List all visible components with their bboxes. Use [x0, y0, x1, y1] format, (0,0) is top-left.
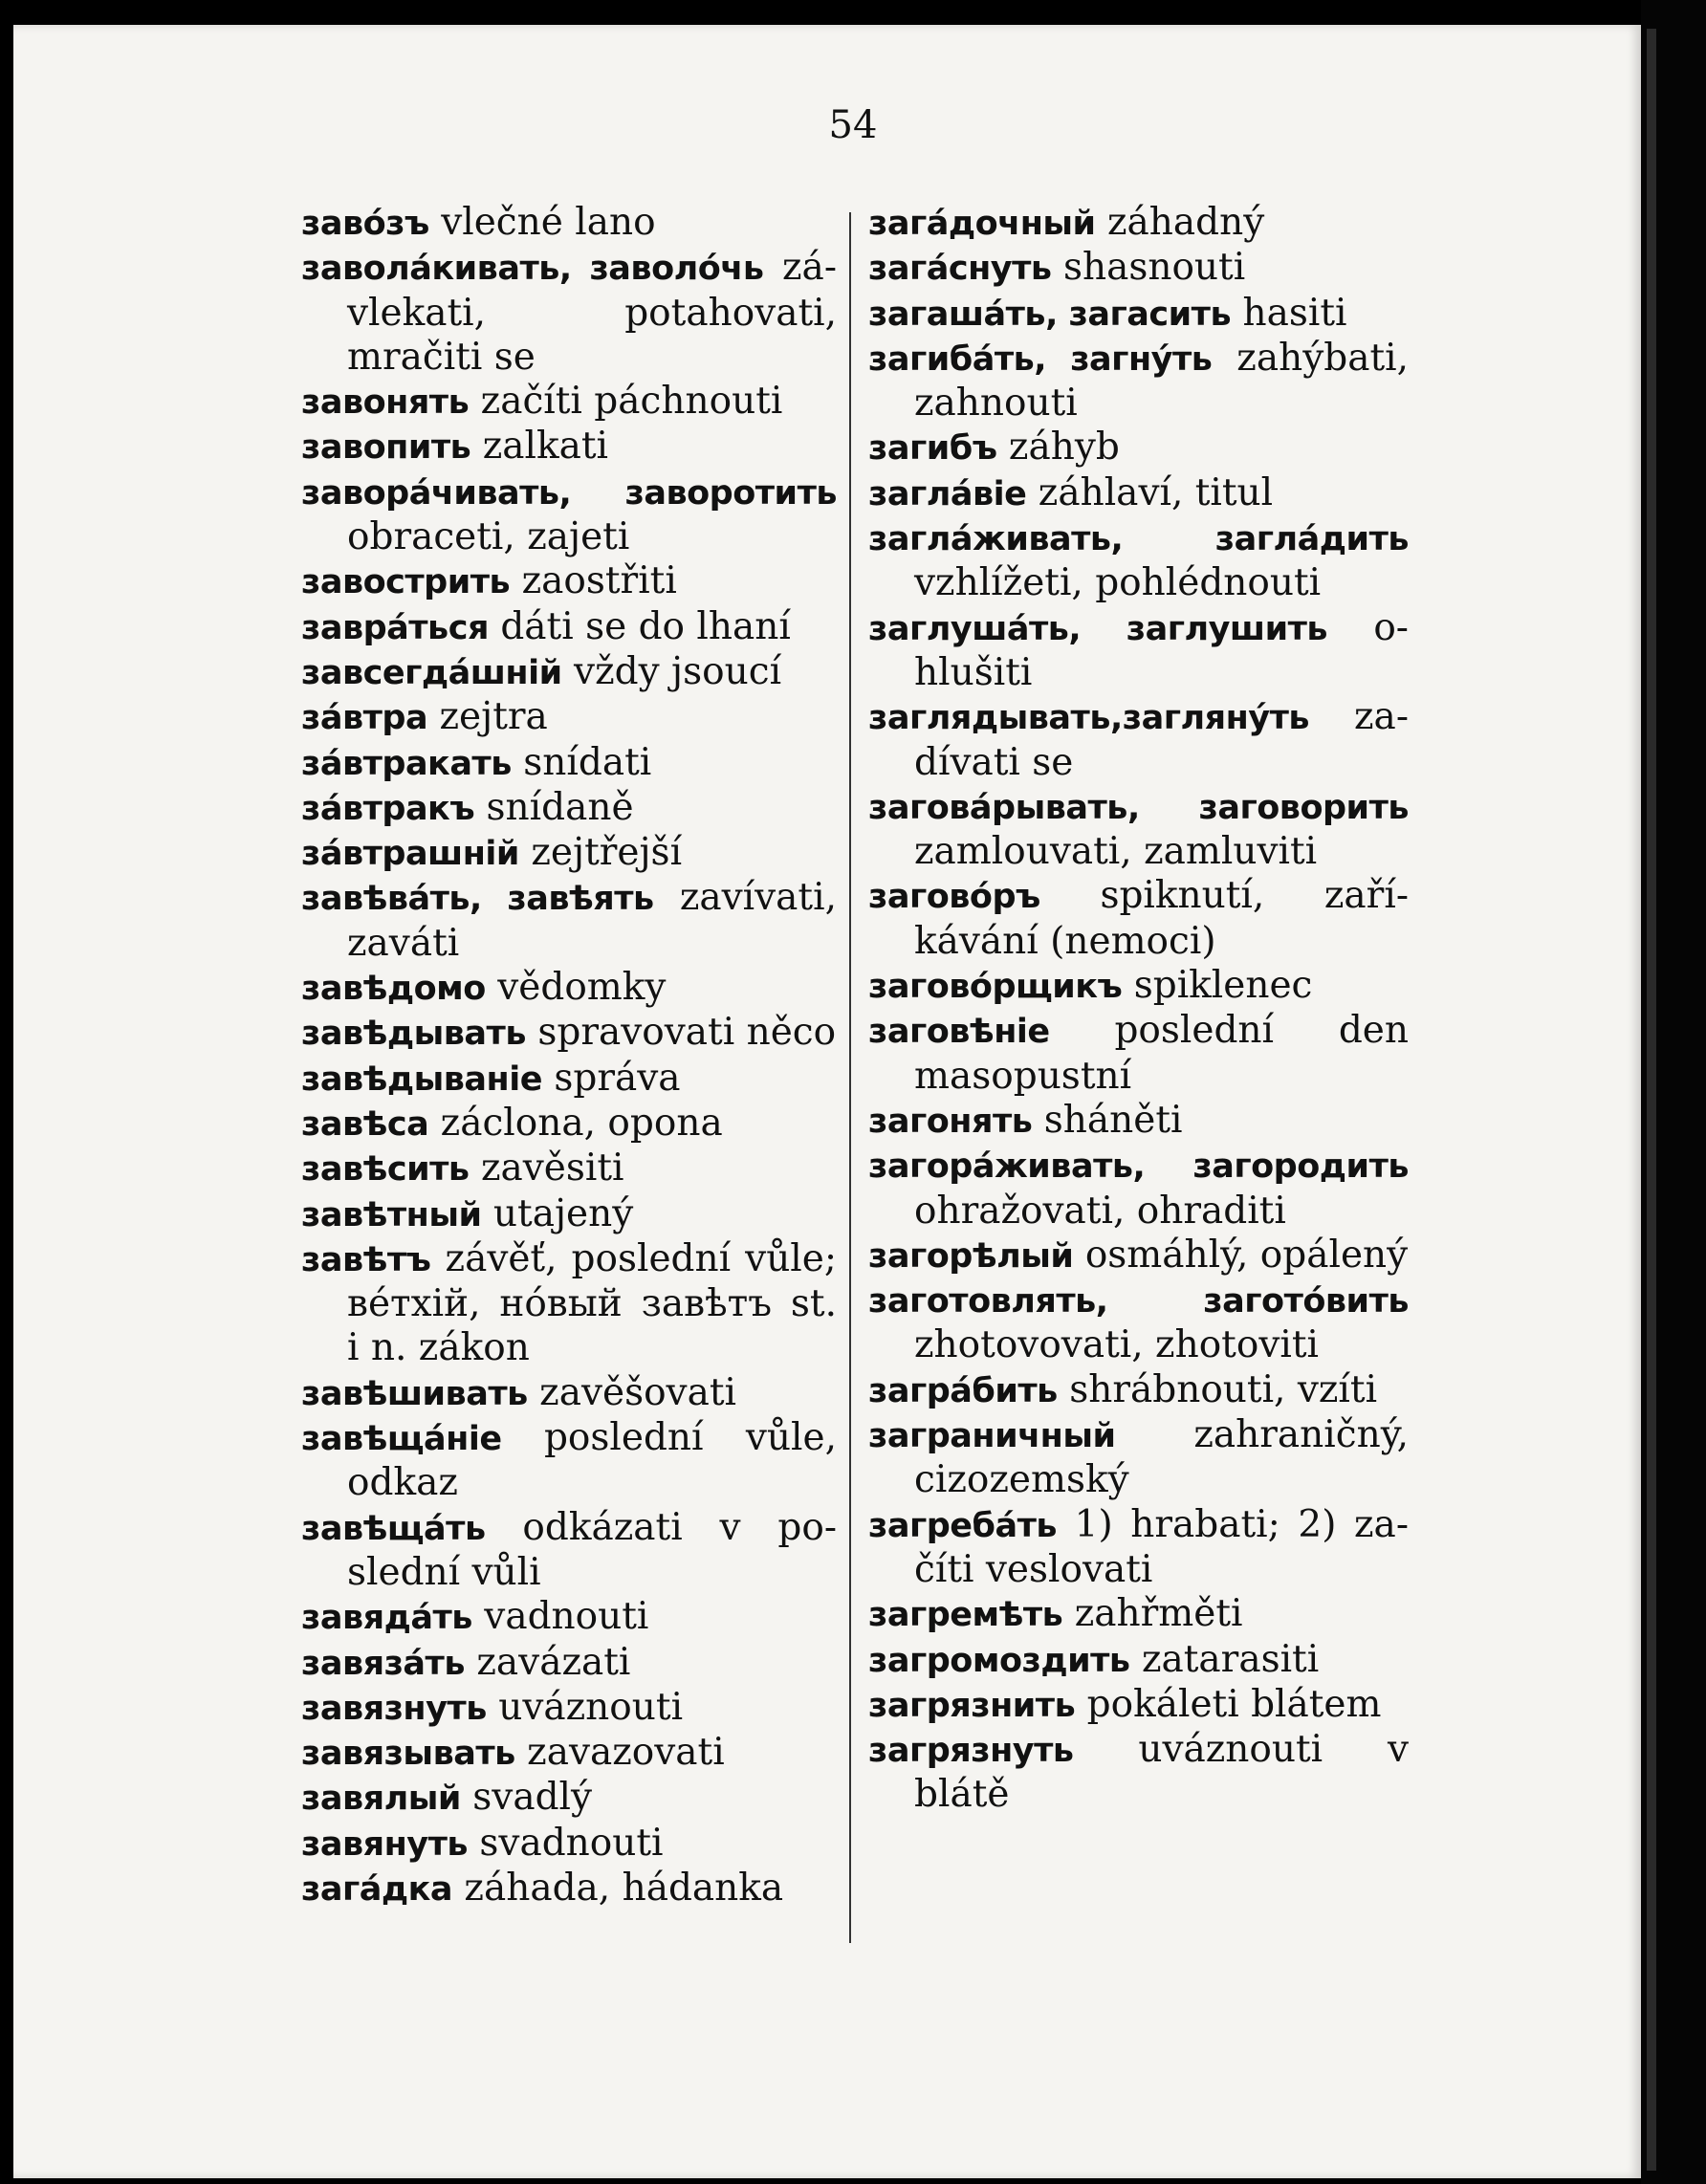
dictionary-entry: [868, 1728, 1409, 1818]
headword: загрязнуть: [868, 1732, 1074, 1771]
dictionary-entry: [301, 966, 837, 1011]
headword: завѣдываніе: [301, 1059, 542, 1099]
definition: svadnouti: [479, 1821, 664, 1865]
dictionary-entry: [301, 1371, 837, 1416]
headword: зáвтрашній: [301, 835, 519, 874]
left-column: [301, 201, 837, 1911]
headword: завопить: [301, 428, 471, 468]
right-column: [868, 201, 1409, 1818]
dictionary-entry: [301, 605, 837, 650]
headword: заглáживать, заглáдить: [868, 520, 1409, 559]
definition: uváznouti v blátě: [914, 1728, 1409, 1817]
definition: pokáleti blátem: [1086, 1682, 1382, 1726]
definition: závěť, poslední vůle; вéтхій, нóвый завѣтъ st. i n. zákon: [347, 1236, 838, 1370]
headword: загибъ: [868, 429, 997, 469]
dictionary-entry: [868, 964, 1409, 1009]
headword: загибáть, загнýть: [868, 339, 1213, 379]
dictionary-entry: [868, 426, 1409, 470]
definition: poslední vůle, odkaz: [347, 1416, 837, 1505]
headword: завѣвáть, завѣять: [301, 880, 654, 919]
scan-edge-shadow: [1647, 29, 1656, 2171]
dictionary-entry: [301, 425, 837, 470]
definition: zavazovati: [527, 1731, 725, 1775]
definition: závlekati, potahovati, mračiti se: [347, 246, 837, 379]
dictionary-entry: [868, 1278, 1409, 1368]
definition: snídati: [523, 740, 652, 784]
definition: zavěšovati: [539, 1370, 736, 1414]
headword: завязáть: [301, 1644, 465, 1683]
headword: загремѣть: [868, 1596, 1063, 1635]
headword: завялый: [301, 1780, 461, 1819]
headword: загáснуть: [868, 250, 1052, 289]
headword: завѣсить: [301, 1150, 470, 1190]
headword: завѣщáть: [301, 1509, 486, 1548]
definition: spiknutí, zaříkávání (nemoci): [914, 874, 1409, 963]
definition: spiklenec: [1133, 964, 1313, 1008]
dictionary-entry: [301, 559, 837, 604]
headword: заглáвіе: [868, 474, 1027, 513]
definition: vědomky: [497, 966, 667, 1010]
definition: dáti se do lhaní: [500, 604, 791, 648]
dictionary-entry: [868, 695, 1409, 785]
dictionary-entry: [301, 201, 837, 246]
dictionary-entry: [301, 831, 837, 876]
definition: zavívati, zaváti: [347, 876, 837, 965]
scan-dark-edge: [1641, 0, 1706, 2184]
dictionary-entry: [868, 1144, 1409, 1234]
dictionary-entry: [868, 1413, 1409, 1503]
headword: завсегдáшній: [301, 653, 562, 692]
headword: зáвтра: [301, 699, 428, 738]
definition: zatarasiti: [1141, 1637, 1320, 1681]
headword: завѣса: [301, 1104, 429, 1144]
dictionary-entry: [301, 786, 837, 831]
headword: завонять: [301, 383, 470, 423]
dictionary-entry: [868, 1638, 1409, 1683]
definition: ohlušiti: [914, 605, 1409, 694]
definition: vadnouti: [484, 1595, 649, 1639]
definition: odkázati v poslední vůli: [347, 1505, 837, 1594]
headword: заворáчивать, заворотить: [301, 473, 837, 513]
definition: osmáhlý, opálený: [1084, 1233, 1409, 1277]
definition: zamlouvati, zamluviti: [914, 830, 1318, 874]
dictionary-entry: [301, 1237, 837, 1371]
dictionary-entry: [301, 1057, 837, 1102]
definition: začíti páchnouti: [480, 380, 783, 424]
dictionary-entry: [301, 380, 837, 425]
column-divider: [849, 212, 851, 1943]
headword: завóзъ: [301, 205, 429, 243]
headword: завѣтъ: [301, 1240, 431, 1279]
definition: zahýbati, zahnouti: [914, 336, 1409, 426]
definition: záhadný: [1106, 201, 1265, 244]
headword: заготовлять, заготóвить: [868, 1282, 1409, 1321]
definition: vzhlížeti, pohlédnouti: [914, 561, 1322, 605]
dictionary-entry: [301, 1506, 837, 1596]
definition: spravovati něco: [537, 1011, 837, 1055]
dictionary-entry: [868, 1009, 1409, 1099]
dictionary-entry: [301, 650, 837, 695]
headword: загромоздить: [868, 1641, 1130, 1680]
dictionary-entry: [301, 695, 837, 740]
headword: завѣдомо: [301, 970, 486, 1009]
headword: загорѣлый: [868, 1236, 1074, 1276]
definition: zadívati se: [914, 695, 1409, 784]
page-number: 54: [828, 103, 878, 147]
headword: завѣдывать: [301, 1015, 526, 1054]
headword: завѣшивать: [301, 1374, 528, 1413]
headword: загашáть, загасить: [868, 295, 1232, 334]
dictionary-entry: [301, 1822, 837, 1867]
dictionary-entry: [301, 1147, 837, 1191]
dictionary-entry: [301, 1867, 837, 1911]
headword: завострить: [301, 563, 511, 602]
headword: заграничный: [868, 1417, 1116, 1456]
definition: zejtřejší: [531, 831, 683, 875]
dictionary-entry: [868, 785, 1409, 875]
dictionary-entry: [868, 292, 1409, 337]
headword: завѣщáніе: [301, 1420, 502, 1459]
definition: záhlaví, titul: [1038, 470, 1274, 514]
headword: загрязнить: [868, 1686, 1076, 1725]
dictionary-entry: [301, 1686, 837, 1731]
definition: uváznouti: [498, 1685, 684, 1729]
dictionary-entry: [301, 741, 837, 786]
dictionary-entry: [868, 246, 1409, 291]
definition: ohražovati, ohraditi: [914, 1189, 1286, 1233]
dictionary-entry: [868, 1592, 1409, 1637]
headword: заговóрщикъ: [868, 968, 1123, 1007]
dictionary-entry: [868, 471, 1409, 516]
headword: загребáть: [868, 1506, 1058, 1545]
definition: záclona, opona: [440, 1101, 723, 1145]
headword: зáвтракать: [301, 744, 512, 783]
definition: obraceti, zajeti: [347, 515, 630, 559]
dictionary-entry: [868, 1368, 1409, 1413]
definition: vždy jsoucí: [574, 649, 782, 693]
definition: zahraničný, cizozemský: [914, 1413, 1409, 1502]
definition: utajený: [492, 1191, 634, 1235]
dictionary-entry: [868, 874, 1409, 964]
definition: záhada, hádanka: [464, 1866, 784, 1910]
dictionary-entry: [301, 876, 837, 966]
headword: заговѣніе: [868, 1013, 1050, 1052]
dictionary-entry: [301, 1416, 837, 1506]
dictionary-entry: [301, 1776, 837, 1821]
dictionary-entry: [868, 201, 1409, 246]
definition: správa: [554, 1056, 681, 1100]
dictionary-entry: [868, 516, 1409, 606]
definition: hasiti: [1242, 291, 1347, 335]
dictionary-entry: [301, 1595, 837, 1640]
definition: zavěsiti: [480, 1147, 624, 1190]
dictionary-entry: [868, 337, 1409, 426]
headword: загáдочный: [868, 205, 1096, 243]
dictionary-entry: [868, 1234, 1409, 1278]
definition: shasnouti: [1062, 246, 1246, 290]
definition: vlečné lano: [441, 201, 656, 244]
dictionary-entry: [868, 1683, 1409, 1728]
definition: sháněti: [1043, 1098, 1183, 1142]
dictionary-entry: [868, 1503, 1409, 1593]
dictionary-entry: [301, 1731, 837, 1776]
dictionary-entry: [868, 1099, 1409, 1144]
definition: záhyb: [1008, 426, 1120, 470]
headword: завядáть: [301, 1599, 472, 1638]
definition: zalkati: [482, 425, 608, 469]
dictionary-entry: [868, 606, 1409, 696]
dictionary-entry: [301, 246, 837, 380]
definition: zhotovovati, zhotoviti: [914, 1323, 1319, 1367]
headword: загáдка: [301, 1869, 452, 1909]
headword: завѣтный: [301, 1195, 482, 1234]
headword: заговáрывать, заговорить: [868, 788, 1409, 827]
definition: poslední den masopustní: [914, 1009, 1409, 1098]
dictionary-entry: [301, 1011, 837, 1056]
definition: zahřměti: [1074, 1592, 1243, 1636]
dictionary-entry: [301, 1102, 837, 1147]
headword: заврáться: [301, 608, 489, 647]
headword: загорáживать, загородить: [868, 1147, 1409, 1187]
dictionary-entry: [301, 1192, 837, 1237]
definition: zavázati: [476, 1640, 631, 1684]
headword: завянуть: [301, 1824, 468, 1864]
definition: zejtra: [439, 695, 548, 739]
headword: заглушáть, заглушить: [868, 609, 1328, 648]
definition: svadlý: [472, 1776, 593, 1820]
headword: заглядывать,заглянýть: [868, 699, 1310, 738]
definition: 1) hrabati; 2) začíti veslovati: [914, 1502, 1409, 1591]
dictionary-entry: [301, 470, 837, 560]
definition: shrábnouti, vzíti: [1069, 1367, 1378, 1411]
definition: snídaně: [486, 785, 634, 829]
definition: zaostřiti: [521, 559, 677, 603]
headword: завязывать: [301, 1735, 515, 1774]
headword: загрáбить: [868, 1371, 1058, 1410]
dictionary-entry: [301, 1641, 837, 1686]
headword: заговóръ: [868, 878, 1040, 917]
headword: зáвтракъ: [301, 789, 475, 828]
headword: завязнуть: [301, 1689, 487, 1728]
headword: заволáкивать, заволóчь: [301, 250, 764, 289]
headword: загонять: [868, 1102, 1033, 1141]
